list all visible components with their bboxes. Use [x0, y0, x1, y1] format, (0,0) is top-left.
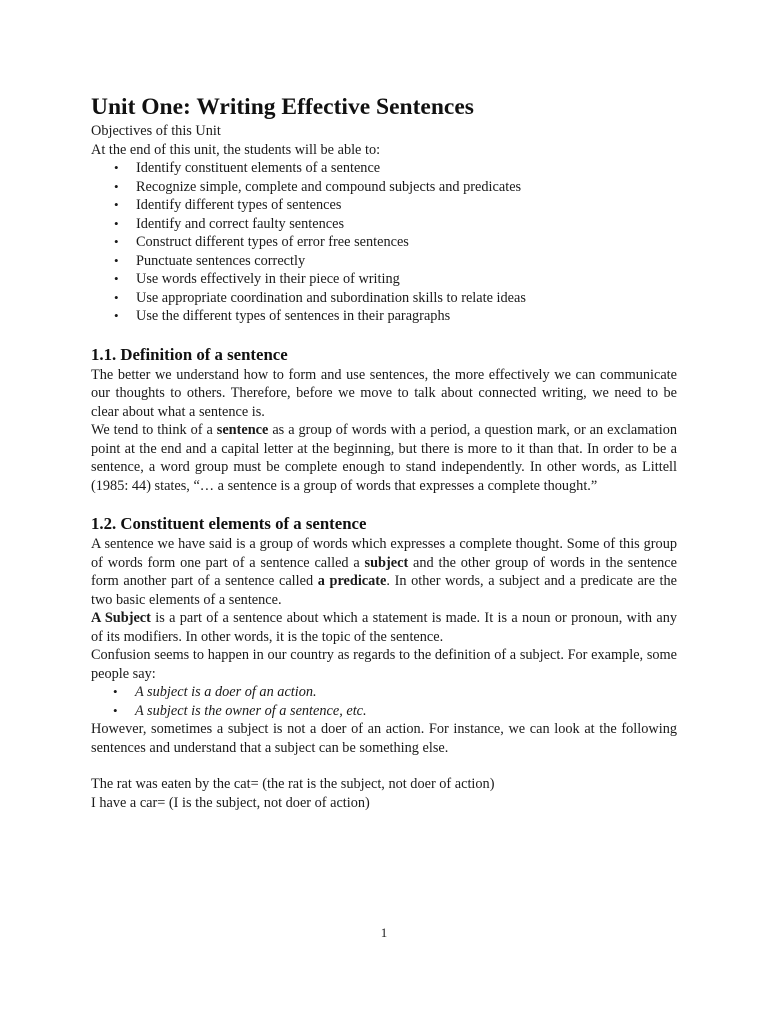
page-content	[91, 92, 677, 812]
section-heading-constituent-elements: 1.2. Constituent elements of a sentence	[91, 514, 367, 533]
unit-title: Unit One: Writing Effective Sentences	[91, 94, 474, 120]
example-item: • A subject is a doer of an action.	[91, 683, 677, 702]
constituent-paragraph-1	[91, 535, 677, 609]
objective-item: • Use words effectively in their piece of writing	[91, 270, 677, 289]
definition-paragraph-2	[91, 421, 677, 495]
text-run: is a part of a sentence about which a statement is made. It is a noun or pronoun, with any of its modifiers. In other words, it is the topic of the sentence.	[91, 610, 677, 645]
objective-item: • Identify and correct faulty sentences	[91, 215, 677, 234]
text-run: and the other group of words in the sentence form another part of a sentence called	[91, 554, 677, 589]
page-number: 1	[380, 925, 388, 940]
confusion-paragraph: Confusion seems to happen in our country as regards to the definition of a subject. For example, some people say:	[91, 647, 677, 682]
text-run: . In other words, a subject and a predicate are the two basic elements of a sentence.	[91, 573, 677, 608]
objective-item: • Use the different types of sentences in their paragraphs	[91, 307, 677, 326]
example-item: • A subject is the owner of a sentence, etc.	[91, 702, 677, 721]
however-paragraph: However, sometimes a subject is not a doer of an action. For instance, we can look at the following sentences and understand that a subject can be something else.	[91, 721, 677, 756]
section-heading-definition: 1.1. Definition of a sentence	[91, 344, 288, 364]
bold-term-predicate: a predicate	[317, 573, 387, 589]
example-sentence-2: I have a car= (I is the subject, not doer of action)	[91, 794, 370, 811]
bold-term-a-subject: A Subject	[91, 610, 151, 626]
objective-item: • Construct different types of error free sentences	[91, 233, 677, 252]
example-sentence-1: The rat was eaten by the cat= (the rat is the subject, not doer of action)	[91, 776, 495, 792]
objective-item: • Use appropriate coordination and subordination skills to relate ideas	[91, 289, 677, 308]
objective-item: • Identify different types of sentences	[91, 196, 677, 215]
objectives-heading: Objectives of this Unit	[91, 123, 221, 139]
objectives-intro: At the end of this unit, the students will be able to:	[91, 141, 381, 158]
examples-list	[91, 683, 677, 720]
bold-term-sentence: sentence	[216, 422, 269, 438]
objectives-list	[91, 159, 677, 326]
objective-item: • Identify constituent elements of a sentence	[91, 159, 677, 178]
objective-item: • Recognize simple, complete and compound subjects and predicates	[91, 178, 677, 197]
text-run: A sentence we have said is a group of words which expresses a complete thought. Some of this group of words form one part of a sentence called a	[91, 536, 677, 571]
definition-paragraph-1: The better we understand how to form and use sentences, the more effectively we can communicate our thoughts to others. Therefore, before we move to talk about connected writing, we need to be clear about what a sentence is.	[91, 366, 677, 420]
objective-item: • Punctuate sentences correctly	[91, 252, 677, 271]
text-run: as a group of words with a period, a question mark, or an exclamation point at the end and a capital letter at the beginning, but there is more to it than that. In order to be a sentence, a word group must be complete enough to stand independently. In other words, as Littell (1985: 44) states, “… a sentence is a group of words that expresses a complete thought.”	[91, 422, 677, 494]
text-run: We tend to think of a	[91, 422, 217, 438]
subject-definition-paragraph	[91, 609, 677, 646]
bold-term-subject: subject	[364, 554, 409, 571]
